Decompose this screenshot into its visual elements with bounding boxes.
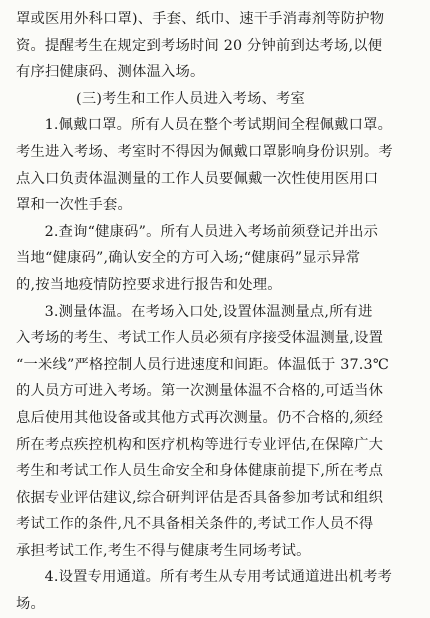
paragraph-line: 2.查询“健康码”。所有人员进入考场前须登记并出示 <box>44 223 379 240</box>
text-line: 罩和一次性手套。 <box>16 197 132 214</box>
paragraph-line: 1.佩戴口罩。所有人员在整个考试期间全程佩戴口罩。 <box>44 117 393 134</box>
text-line: 所在考点疾控机构和医疗机构等进行专业评估,在保障广大 <box>16 436 384 453</box>
section-heading: (三)考生和工作人员进入考场、考室 <box>76 90 306 107</box>
text-line: 承担考试工作,考生不得与健康考生同场考试。 <box>16 542 311 559</box>
text-line: 当地“健康码”,确认安全的方可入场;“健康码”显示异常 <box>16 250 361 267</box>
text-line: 考生和考试工作人员生命安全和身体健康前提下,所在考点 <box>16 463 384 480</box>
text-line: 考生进入考场、考室时不得因为佩戴口罩影响身份识别。考 <box>16 143 393 160</box>
paragraph-line: 3.测量体温。在考场入口处,设置体温测量点,所有进 <box>44 303 373 320</box>
text-line: 场。 <box>16 596 45 613</box>
text-line: 的,按当地疫情防控要求进行报告和处理。 <box>16 276 282 293</box>
text-line: 入考场的考生、考试工作人员必须有序接受体温测量,设置 <box>16 330 384 347</box>
text-line: 依据专业评估建议,综合研判评估是否具备参加考试和组织 <box>16 489 384 506</box>
text-line: “一米线”严格控制人员行进速度和间距。体温低于 37.3℃ <box>16 356 390 373</box>
text-line: 资。提醒考生在规定到考场时间 20 分钟前到达考场,以便 <box>16 37 383 54</box>
text-line: 点入口负责体温测量的工作人员要佩戴一次性使用医用口 <box>16 170 379 187</box>
text-line: 考试工作的条件,凡不具备相关条件的,考试工作人员不得 <box>16 516 374 533</box>
text-line: 的人员方可进入考场。第一次测量体温不合格的,可适当休 <box>16 383 384 400</box>
text-line: 罩或医用外科口罩)、手套、纸巾、速干手消毒剂等防护物 <box>16 11 385 27</box>
paragraph-line: 4.设置专用通道。所有考生从专用考试通道进出机考考 <box>44 569 393 586</box>
text-line: 有序扫健康码、测体温入场。 <box>16 64 205 81</box>
text-line: 息后使用其他设备或其他方式再次测量。仍不合格的,须经 <box>16 409 384 426</box>
